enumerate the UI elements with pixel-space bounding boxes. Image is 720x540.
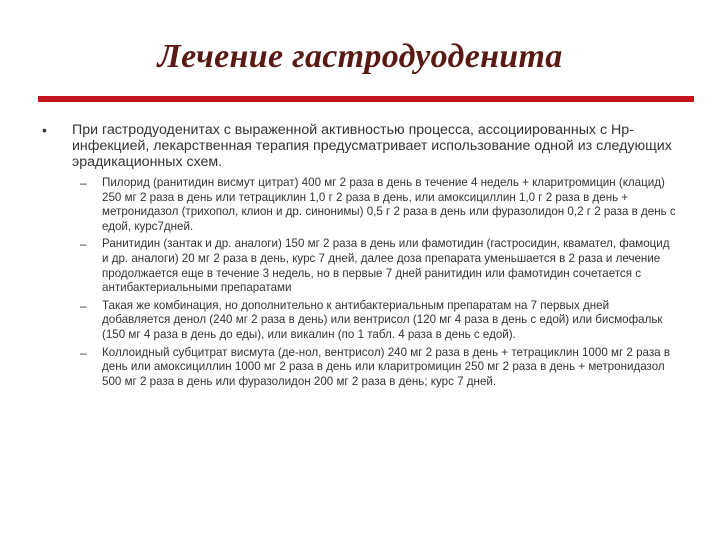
- sub-bullet-marker: –: [80, 237, 87, 252]
- slide-content: [36, 122, 676, 389]
- sub-bullet-text: Пилорид (ранитидин висмут цитрат) 400 мг 2 раза в день в течение 4 недель + кларитромицин (клацид) 250 мг 2 раза в день или тетрациклин 1,0 г 2 раза в день, или амоксициллин 1,0 г 2 раза в день + метронидазол (трихопол, клион и др. синонимы) 0,5 г 2 раза в день или фуразолидон 0,2 г 2 раза в день с едой, курс7дней.: [102, 176, 676, 233]
- sub-bullet-item: [36, 346, 676, 390]
- main-bullet-text: При гастродуоденитах с выраженной активностью процесса, ассоциированных с Hp-инфекцией, лекарственная терапия предусматривает использование одной из следующих эрадикационных схем.: [72, 122, 672, 170]
- sub-bullet-marker: –: [80, 176, 87, 190]
- sub-bullet-item: [36, 176, 676, 234]
- sub-bullet-text: Такая же комбинация, но дополнительно к антибактериальным препаратам на 7 первых дней добавляется денол (240 мг 2 раза в день) или вентрисол (120 мг 4 раза в день с едой) или бисмофальк (150 мг 4 раза в день до еды), или викалин (по 1 табл. 4 раза в день с едой).: [102, 298, 663, 341]
- sub-bullet-list: [36, 176, 676, 389]
- sub-bullet-text: Коллоидный субцитрат висмута (де-нол, вентрисол) 240 мг 2 раза в день + тетрациклин 1000 мг 2 раза в день или амоксициллин 1000 мг 2 раза в день или кларитромицин 250 мг 2 раза в день + метронидазол 500 мг 2 раза в день или фуразолидон 200 мг 2 раза в день; курс 7 дней.: [102, 345, 670, 388]
- bullet-marker: •: [42, 122, 47, 138]
- sub-bullet-marker: –: [80, 345, 87, 360]
- sub-bullet-text: Ранитидин (зантак и др. аналоги) 150 мг 2 раза в день или фамотидин (гастросидин, квамател, фамоцид и др. аналоги) 20 мг 2 раза в день, курс 7 дней, далее доза препарата уменьшается в 2 раза и лечение продолжается еще в течение 3 недель, но в первые 7 дней ранитидин или фамотидин сочетается с антибактериальными препаратами: [102, 237, 670, 295]
- main-bullet: [36, 122, 676, 170]
- sub-bullet-marker: –: [80, 298, 87, 313]
- sub-bullet-item: [36, 299, 676, 343]
- sub-bullet-item: [36, 237, 676, 295]
- slide-title: Лечение гастродуоденита: [157, 38, 563, 75]
- title-divider: [38, 96, 694, 102]
